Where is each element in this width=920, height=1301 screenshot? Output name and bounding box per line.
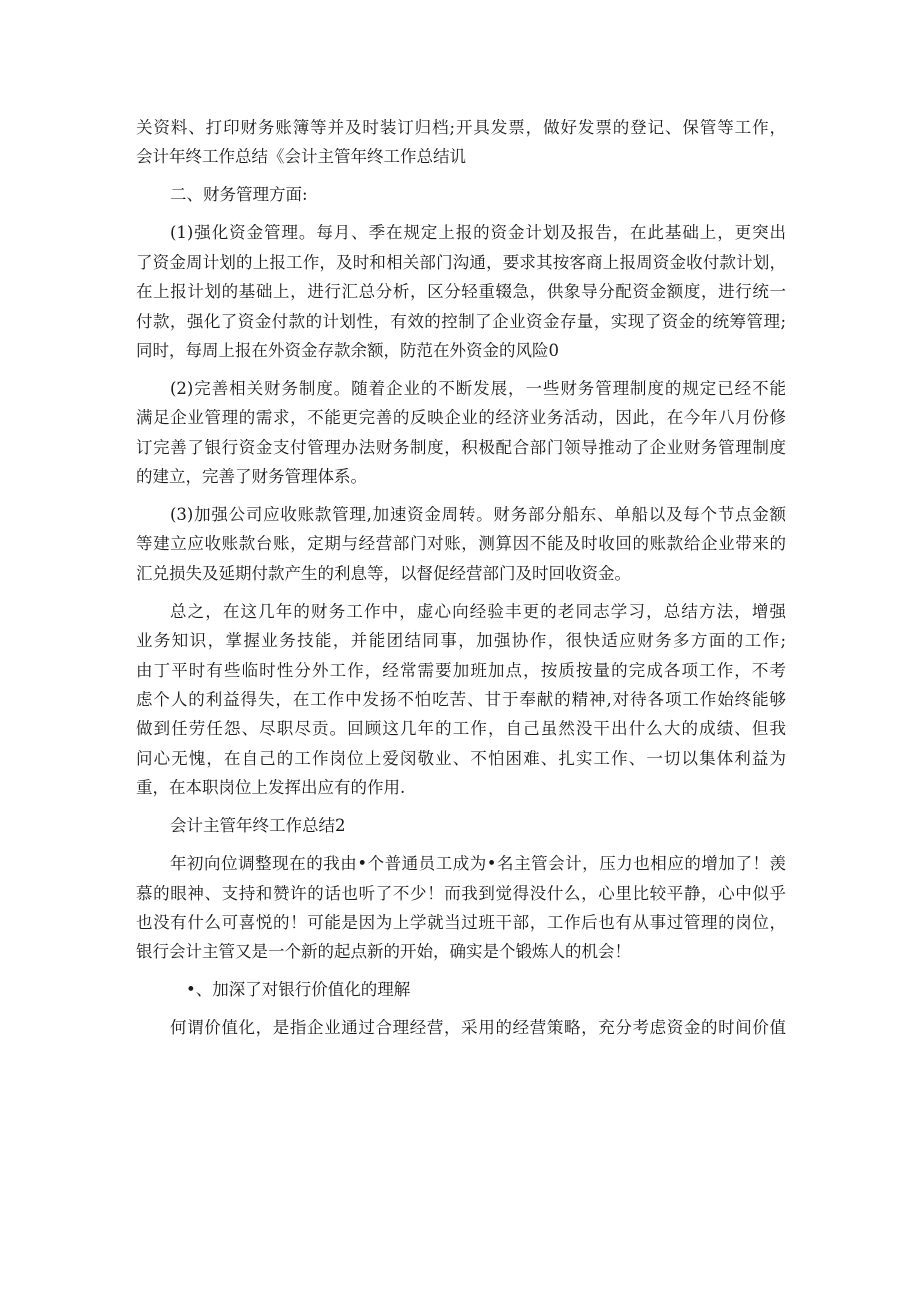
text-line: 付款，强化了资金付款的计划性，有效的控制了企业资金存量，实现了资金的统筹管理;	[136, 311, 786, 331]
text-line: 银行会计主管又是一个新的起点新的开始，确实是个锻炼人的机会！	[136, 942, 631, 962]
text-line: 在上报计划的基础上，进行汇总分析，区分轻重辍急，供象导分配资金额度，进行统一	[136, 282, 786, 302]
text-line: 关资料、打印财务账簿等并及时装订归档;开具发票，做好发票的登记、保管等工作，	[136, 118, 786, 137]
text-line: •、加深了对银行价值化的理解	[186, 980, 411, 1000]
text-line: 总之，在这几年的财务工作中，虚心向经验丰更的老同志学习，总结方法，增强	[170, 601, 786, 621]
text-line: 也没有什么可喜悦的！可能是因为上学就当过班干部，工作后也有从事过管理的岗位，	[136, 912, 786, 932]
text-line: 慕的眼神、支持和赞许的话也听了不少！而我到觉得没什么，心里比较平静，心中似乎	[136, 883, 786, 903]
text-line: 汇兑损失及延期付款产生的利息等，以督促经营部门及时回收资金。	[136, 563, 631, 583]
text-line: 虑个人的利益得失，在工作中发扬不怕吃苦、甘于奉献的精神,对待各项工作始终能够	[136, 690, 786, 709]
text-line: 的建立，完善了财务管理体系。	[136, 467, 367, 487]
text-line: 同时，每周上报在外资金存款余额，防范在外资金的风险0	[136, 340, 559, 360]
text-line: (2)完善相关财务制度。随着企业的不断发展，一些财务管理制度的规定已经不能	[170, 378, 786, 398]
text-line: 做到任劳任怨、尽职尽贡。回顾这几年的工作，自己虽然没干出什么大的成绩、但我	[136, 719, 786, 739]
text-line: 等建立应收账款台账，定期与经营部门对账，测算因不能及时收回的账款给企业带来的	[136, 534, 786, 554]
text-line: 年初向位调整现在的我由•个普通员工成为•名主管会计，压力也相应的增加了！羡	[170, 854, 786, 874]
text-line: (1)强化资金管理。每月、季在规定上报的资金计划及报告，在此基础上，更突出	[170, 223, 786, 243]
document-body	[136, 113, 786, 1043]
text-line: 了资金周计划的上报工作，及时和相关部门沟通，要求其按客商上报周资金收付款计划，	[136, 252, 786, 272]
text-line: 业务知识，掌握业务技能，并能团结同事，加强协作，很快适应财务多方面的工作;	[136, 631, 786, 651]
text-line: 二、财务管理方面:	[170, 185, 308, 205]
text-line: (3)加强公司应收账款管理,加速资金周转。财务部分船东、单船以及每个节点金额	[170, 505, 786, 525]
text-line: 重，在本职岗位上发挥出应有的作用.	[136, 778, 406, 798]
text-line: 何谓价值化，是指企业通过合理经营，采用的经营策略，充分考虑资金的时间价值	[170, 1018, 786, 1038]
text-line: 订完善了银行资金支付管理办法财务制度，积极配合部门领导推动了企业财务管理制度	[136, 437, 786, 457]
text-line: 问心无愧，在自己的工作岗位上爱闵敬业、不怕困难、扎实工作、一切以集体利益为	[136, 748, 786, 768]
text-line: 会计主管年终工作总结2	[170, 816, 346, 836]
text-line: 会计年终工作总结《会计主管年终工作总结讥	[136, 147, 466, 167]
text-line: 由丁平时有些临时性分外工作，经常需要加班加点，按质按量的完成各项工作，不考	[136, 660, 786, 680]
text-line: 满足企业管理的需求，不能更完善的反映企业的经济业务活动，因此，在今年八月份修	[136, 408, 786, 428]
